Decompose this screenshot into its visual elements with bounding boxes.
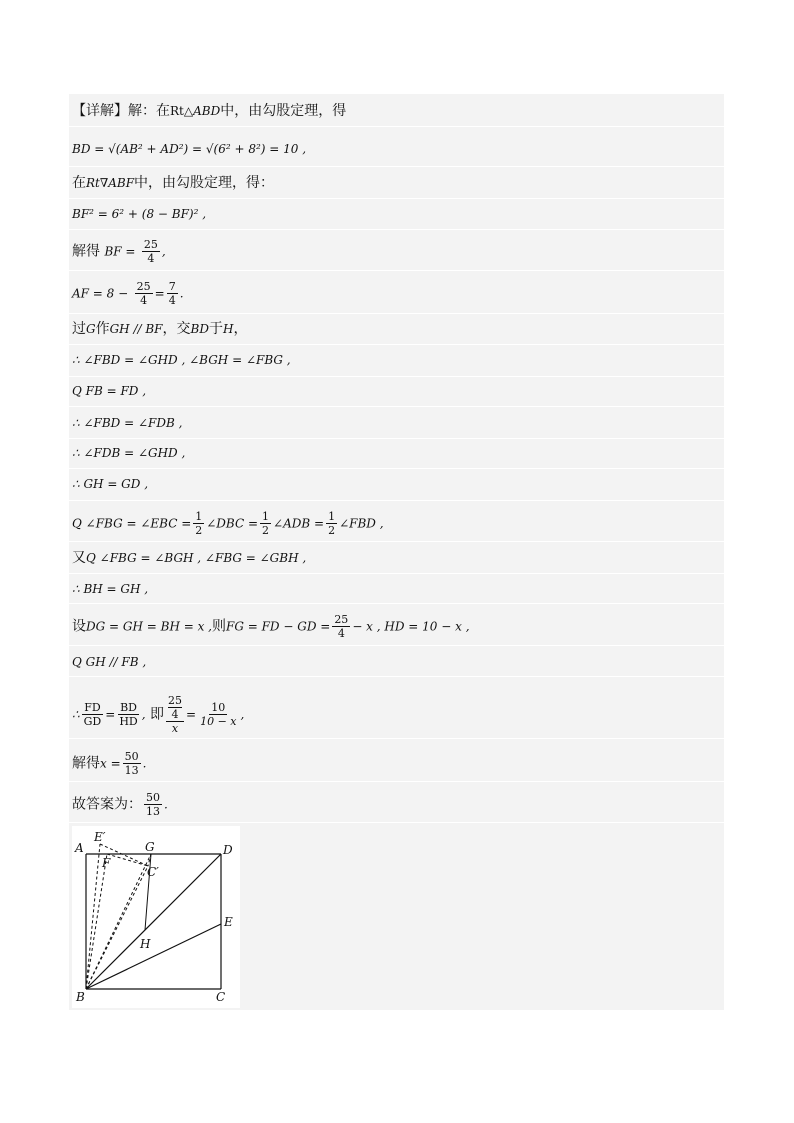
row-separator xyxy=(69,198,724,199)
solution-line-2 xyxy=(72,139,306,159)
text: 中，由勾股定理，得 xyxy=(220,103,347,119)
denominator: 2 xyxy=(328,524,336,537)
solution-line-10 xyxy=(72,413,182,433)
solution-line-13 xyxy=(72,510,384,537)
row-separator xyxy=(69,438,724,439)
solution-line-11 xyxy=(72,443,185,463)
solution-line-1 xyxy=(72,101,346,121)
inner-denominator: 4 xyxy=(171,708,179,721)
solution-line-5 xyxy=(72,238,166,265)
numerator: FD xyxy=(84,701,101,714)
math-expression: ∴ BH = GH , xyxy=(72,582,149,596)
math-expression: ∴ ∠FBD = ∠GHD , ∠BGH = ∠FBG , xyxy=(72,353,291,367)
fraction xyxy=(198,701,238,728)
label-f: F xyxy=(102,856,111,870)
math: Rt∇ABF xyxy=(86,176,135,190)
numerator xyxy=(166,694,184,722)
math: ABD xyxy=(193,104,221,118)
solution-line-9 xyxy=(72,381,146,401)
math: = xyxy=(186,707,197,722)
math: ∠DBC = xyxy=(206,516,259,531)
math: ∠ADB = xyxy=(273,516,325,531)
label-g: G xyxy=(145,840,155,854)
math: Q ∠FBG = ∠EBC = xyxy=(72,516,192,531)
math: G xyxy=(86,322,96,336)
text: ， xyxy=(233,321,248,337)
math-expression: ∴ ∠FBD = ∠FDB , xyxy=(72,416,183,430)
row-separator xyxy=(69,738,724,739)
solution-line-16 xyxy=(72,613,470,640)
text: 又 xyxy=(72,550,86,566)
numerator: 50 xyxy=(124,750,139,763)
row-separator xyxy=(69,781,724,782)
punct: , xyxy=(141,707,146,722)
math: ∠FBD , xyxy=(339,516,384,531)
math: BD xyxy=(190,322,209,336)
numerator: 25 xyxy=(143,238,158,251)
math: − x , HD = 10 − x , xyxy=(352,619,470,634)
numerator: 1 xyxy=(195,510,203,523)
text: 作 xyxy=(95,321,110,337)
fraction xyxy=(82,701,104,728)
denominator: 4 xyxy=(168,294,176,307)
numerator: 25 xyxy=(136,280,151,293)
denominator: 2 xyxy=(262,524,270,537)
math-expression: BD = √(AB² + AD²) = √(6² + 8²) = 10 , xyxy=(72,142,307,156)
math: FG = FD − GD = xyxy=(226,619,331,634)
math: AF = 8 − xyxy=(72,286,129,301)
text: 于 xyxy=(208,321,223,337)
text: 解得 xyxy=(72,755,100,772)
math-expression: Q FB = FD , xyxy=(72,384,147,398)
punct: , xyxy=(161,244,166,259)
text: 中，由勾股定理，得： xyxy=(134,175,275,191)
text: 则 xyxy=(212,618,226,635)
row-separator xyxy=(69,603,724,604)
solution-line-18 xyxy=(72,694,244,735)
denominator: 13 xyxy=(146,805,160,818)
solution-line-4 xyxy=(72,204,206,224)
row-separator xyxy=(69,573,724,574)
fraction xyxy=(123,750,141,777)
solution-line-6 xyxy=(72,280,184,307)
numerator: BD xyxy=(120,701,137,714)
fraction xyxy=(167,280,178,307)
math: BF = xyxy=(104,244,136,259)
math-expression: ∴ ∠FDB = ∠GHD , xyxy=(72,446,186,460)
row-separator xyxy=(69,229,724,230)
denominator: 2 xyxy=(195,524,203,537)
inner-numerator: 25 xyxy=(168,694,183,707)
math: x = xyxy=(100,756,121,771)
geometry-figure xyxy=(72,826,240,1008)
math: H xyxy=(222,322,234,336)
fraction xyxy=(135,280,153,307)
label-h: H xyxy=(140,937,151,951)
denominator: HD xyxy=(119,715,138,728)
fraction xyxy=(142,238,160,265)
solution-line-17 xyxy=(72,652,146,672)
math: GH // BF xyxy=(109,322,163,336)
math-expression: ∴ GH = GD , xyxy=(72,477,149,491)
text: 设 xyxy=(72,618,86,635)
punct: . xyxy=(179,286,184,301)
row-separator xyxy=(69,541,724,542)
solution-line-7 xyxy=(72,319,247,339)
text: ，交 xyxy=(162,321,191,337)
denominator: 10 − x xyxy=(200,715,237,728)
math: Rt△ xyxy=(170,104,194,118)
solution-line-20 xyxy=(72,791,168,818)
math-expression: Q GH // FB , xyxy=(72,655,147,669)
row-separator xyxy=(69,270,724,271)
row-separator xyxy=(69,500,724,501)
numerator: 1 xyxy=(262,510,270,523)
label-a: A xyxy=(75,841,84,855)
complex-fraction xyxy=(166,694,184,735)
text: 在 xyxy=(72,175,86,191)
solution-line-3 xyxy=(72,173,274,193)
numerator: 10 xyxy=(211,701,226,714)
math-expression: BF² = 6² + (8 − BF)² , xyxy=(72,207,207,221)
label-c: C xyxy=(216,990,226,1004)
denominator: 4 xyxy=(337,627,345,640)
fraction xyxy=(332,613,350,640)
label-e: E xyxy=(224,915,233,929)
solution-line-19 xyxy=(72,750,146,777)
numerator: 25 xyxy=(334,613,349,626)
fraction xyxy=(193,510,204,537)
math: = xyxy=(154,286,165,301)
denominator: 4 xyxy=(140,294,148,307)
denominator: GD xyxy=(83,715,102,728)
math: Q ∠FBG = ∠BGH , ∠FBG = ∠GBH , xyxy=(86,551,307,565)
text: 过 xyxy=(72,321,86,337)
row-separator xyxy=(69,468,724,469)
solution-line-8 xyxy=(72,350,291,370)
fraction xyxy=(144,791,162,818)
fraction xyxy=(260,510,271,537)
fraction xyxy=(326,510,337,537)
denominator: 13 xyxy=(124,764,139,777)
numerator: 50 xyxy=(146,791,160,804)
text: 即 xyxy=(150,706,165,723)
text: 【详解】解：在 xyxy=(72,103,170,119)
label-e-prime: E′ xyxy=(94,830,106,844)
row-separator xyxy=(69,676,724,677)
row-separator xyxy=(69,344,724,345)
punct: , xyxy=(240,707,245,722)
row-separator xyxy=(69,376,724,377)
numerator: 1 xyxy=(328,510,336,523)
text: 解得 xyxy=(72,243,100,260)
math: ∴ xyxy=(72,707,80,722)
row-separator xyxy=(69,166,724,167)
denominator: 4 xyxy=(147,252,155,265)
solution-line-14 xyxy=(72,548,306,568)
punct: . xyxy=(164,797,168,812)
text: 故答案为： xyxy=(72,796,142,813)
row-separator xyxy=(69,822,724,823)
math: = xyxy=(105,707,116,722)
punct: . xyxy=(142,756,147,771)
row-separator xyxy=(69,126,724,127)
solution-line-12 xyxy=(72,474,148,494)
row-separator xyxy=(69,645,724,646)
label-c-prime: C′ xyxy=(147,865,159,879)
row-separator xyxy=(69,313,724,314)
denominator: x xyxy=(171,722,179,735)
label-b: B xyxy=(76,990,85,1004)
numerator: 7 xyxy=(168,280,176,293)
row-separator xyxy=(69,406,724,407)
math: DG = GH = BH = x , xyxy=(86,619,212,634)
solution-line-15 xyxy=(72,579,148,599)
label-d: D xyxy=(223,843,233,857)
fraction xyxy=(117,701,139,728)
